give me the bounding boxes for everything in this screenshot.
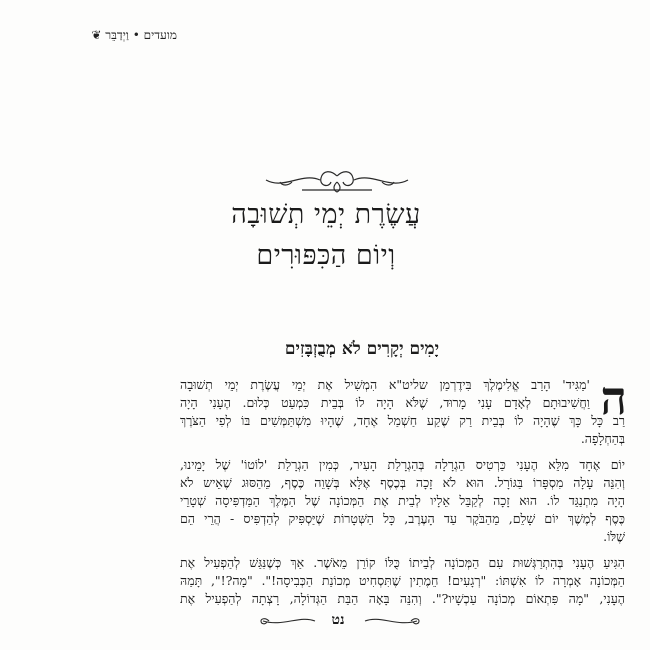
paragraph-2-line-2: וְהִנֵּה עָלָה מִסְפָּרוֹ בַּגּוֹרָל. הוּא לֹא זָכָה בְּכֶסֶף אֶלָּא בְּשָׁוֵה כֶּסֶף, מֵהַסּוּג שֶׁאֵיש לֹא (180, 475, 625, 490)
page-number: נט (331, 612, 345, 628)
drop-cap-letter: ה (600, 371, 627, 425)
paragraph-1-line-3: רַב כָּל כָּךְ שֶׁהָיָה לוֹ בְּבֵית רַק שֶׁקַע חַשְׁמַל אֶחָד, שֶׁהָיוּ מִשְׁתַּמְּשִׁים בּוֹ לְפִי הַצֹּרֶךְ (180, 413, 625, 428)
paragraph-2-line-3: הָיָה מִתְנַגֵּד לוֹ. הוּא זָכָה לְקַבֵּל אֵלָיו לְבֵית אֶת הַמְּכוֹנָה שֶׁל הַמֶּלֶךְ הַמַּדְפִּיסָה שְׁטָרֵי (180, 493, 625, 508)
paragraph-2-line-4: כֶּסֶף לְמֶשֶׁךְ יוֹם שָׁלֵם, מֵהַבֹּקֶר עַד הָעֶרֶב, כָּל הַשְּׁטָרוֹת שֶׁיַּסְפִּיק לְהַדְפִּיס - הֲרֵי הֵם (180, 511, 625, 526)
flourish-ornament-icon (262, 168, 412, 196)
paragraph-3-line-1: הִגִּיעַ הֶעָנִי בְּהִתְרַגְּשׁוּת עִם הַמְּכוֹנָה לְבֵיתוֹ כֻּלּוֹ קוֹרֵן מֵאֹשֶׁר. אַךְ כְּשֶׁנִּגַּשׁ לְהַפְעִיל אֶת (180, 555, 625, 570)
paragraph-2-line-1: יוֹם אֶחָד מִלֵּא הֶעָנִי כַּרְטִיס הַגְרָלָה בְּהַגְרָלַת הָעִיר, כְּמִין הַגְרָלַת 'לוֹטוֹ' שֶׁל יָמֵינוּ, (180, 457, 625, 472)
paragraph-3-line-3: הֶעָנִי, "מָה פִּתְאוֹם מְכוֹנָה עַכְשָׁיו?". וְהִנֵּה בָּאָה הַבַּת הַגְּדוֹלָה, רָצְתָה לְהַפְעִיל אֶת (180, 591, 625, 606)
running-head: מועדים • וַיְדַבֵּר ❦ (91, 28, 177, 42)
paragraph-2-line-5: שֶׁלּוֹ. (603, 529, 625, 544)
chapter-title-line-2: וְיוֹם הַכִּפּוּרִים (256, 240, 396, 271)
paragraph-3-line-2: הַמְּכוֹנָה אָמְרָה לוֹ אִשְׁתּוֹ: "רְגָעִים! חֵמֶתִין שֶׁתִּסְחִיט מְכוֹנַת הַכְּבִיסָה!". "מָה?!", תָּמַהּ (180, 573, 625, 588)
paragraph-1-line-1: 'מַגִּיד' הָרַב אֱלִימֶלֶךְ בִּידֶרְמַן שליט"א הִמְשִׁיל אֶת יְמֵי עֲשֶׂרֶת יְמֵי תְשׁוּבָה (180, 377, 590, 392)
chapter-title-line-1: עֲשֶׂרֶת יְמֵי תְשׁוּבָה (231, 199, 421, 230)
paragraph-1-line-4: בְּהַחְלָפָה. (580, 431, 625, 446)
section-heading: יָמִים יְקָרִים לֹא מְבֻזְבָּזִים (284, 339, 440, 359)
paragraph-1-line-2: וַחֲשִׁיבוּתָם לְאָדָם עָנִי מָרוּד, שֶׁלֹּא הָיָה לוֹ בְּבֵית כִּמְעַט כְּלוּם. הֶעָנִי הָיָה (180, 395, 590, 410)
